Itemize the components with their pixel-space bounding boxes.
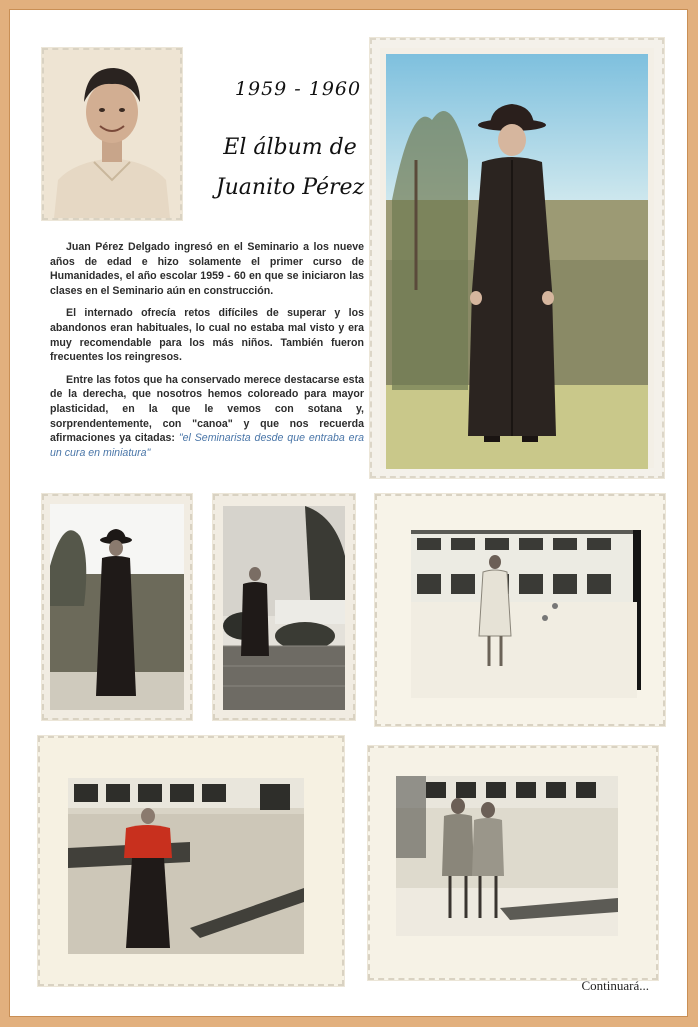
courtyard-cassock-photo-image [215, 496, 353, 718]
seminarian-quote: "el Seminarista desde que entraba era un cura en miniatura" [50, 432, 364, 459]
two-boys-photo [368, 746, 658, 980]
album-title [200, 128, 380, 208]
colorized-cassock-photo [370, 38, 664, 478]
paragraph-3 [50, 373, 364, 461]
album-title-line-2: Juanito Pérez [215, 175, 365, 200]
seminary-building-photo [375, 494, 665, 726]
courtyard-cassock-photo [213, 494, 355, 720]
portrait-photo-image [44, 50, 180, 218]
album-page [9, 9, 688, 1017]
paragraph-1: Juan Pérez Delgado ingresó en el Seminario a los nueve años de edad e hizo solamente el primer curso de Humanidades, el año escolar 1959 - 60 en que se iniciaron las clases en el Seminario aún en construcción. [50, 241, 364, 297]
seminary-building-photo-image [377, 496, 663, 724]
two-boys-photo-image [370, 748, 656, 978]
paragraph-2: El internado ofrecía retos difíciles de superar y los abandonos eran habituales, lo cual no estaba mal visto y era muy recomendable para los más niños. También fueron frecuentes los reingresos. [50, 307, 364, 364]
album-year: 1959 - 1960 [234, 78, 362, 100]
portrait-photo [42, 48, 182, 220]
continued-note: Continuará... [581, 978, 649, 993]
red-cape-photo [38, 736, 344, 986]
paragraph-3-text: Entre las fotos que ha conservado merece destacarse esta de la derecha, que nosotros hemos coloreado para mayor plasticidad, en la que le vemos con sotana y, sorprendentemente, con "canoa" y que nos recuerda afirmaciones ya citadas: [50, 373, 364, 445]
red-cape-photo-image [40, 738, 342, 984]
cassock-field-photo [42, 494, 192, 720]
article-text [50, 240, 364, 468]
cassock-field-photo-image [44, 496, 190, 718]
colorized-cassock-photo-image [372, 40, 662, 476]
album-title-line-1: El álbum de [223, 135, 357, 160]
